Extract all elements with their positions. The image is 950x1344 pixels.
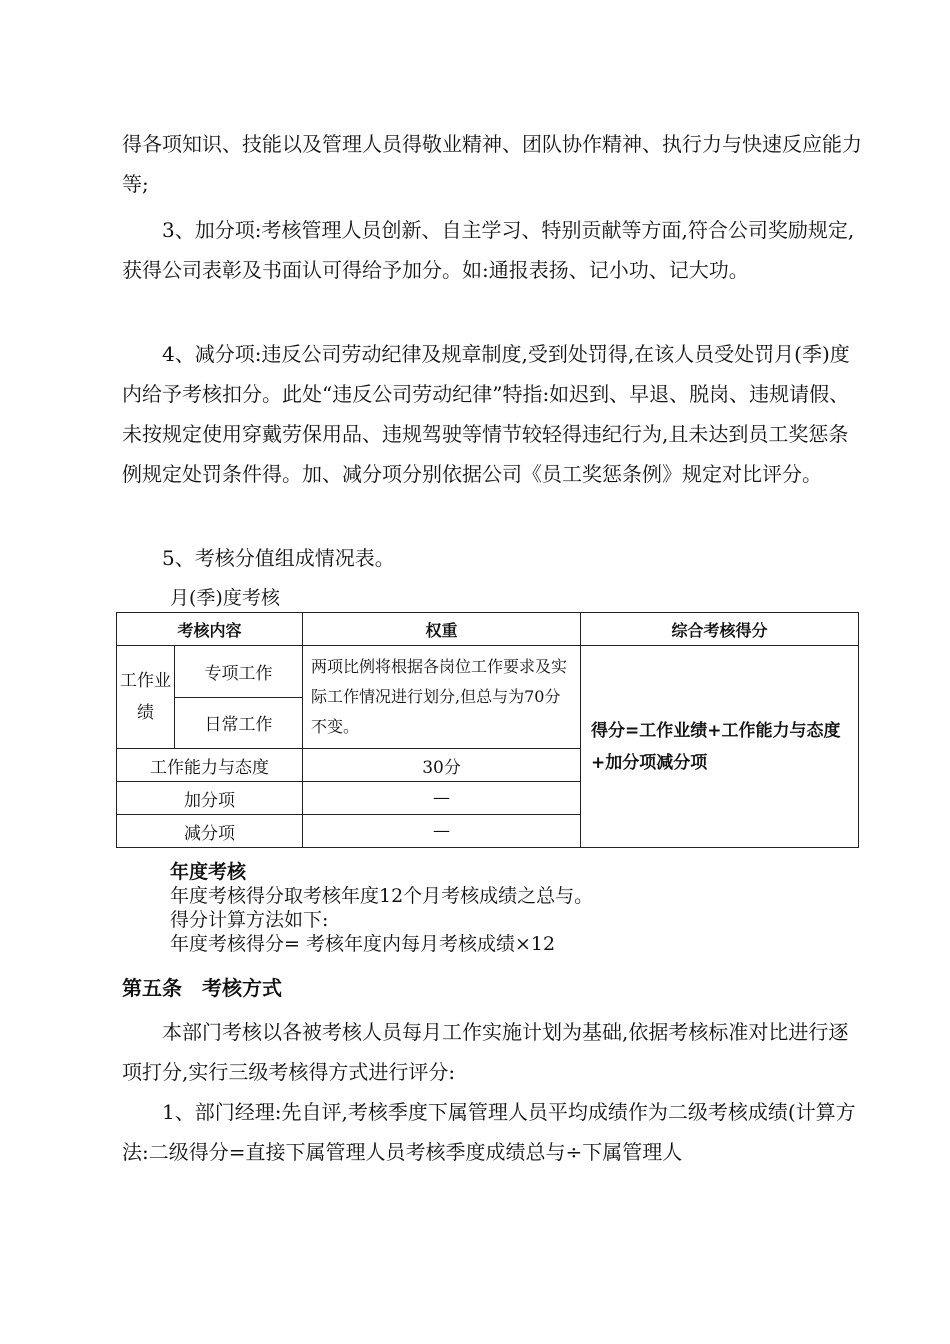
annual-line-2: 得分计算方法如下: xyxy=(170,909,329,931)
header-weight: 权重 xyxy=(303,613,581,646)
cell-special-work: 专项工作 xyxy=(175,646,303,698)
annual-title: 年度考核 xyxy=(170,861,247,883)
assessment-table xyxy=(116,612,859,848)
cell-daily-work: 日常工作 xyxy=(175,697,303,749)
article-5-paragraph-2: 1、部门经理:先自评,考核季度下属管理人员平均成绩作为二级考核成绩(计算方法:二级得分=直接下属管理人员考核季度成绩总与÷下属管理人 xyxy=(122,1100,856,1164)
table-header-row xyxy=(117,613,859,646)
article-5-paragraph-1: 本部门考核以各被考核人员每月工作实施计划为基础,依据考核标准对比进行逐项打分,实行三级考核得方式进行评分: xyxy=(122,1020,849,1084)
table-caption: 月(季)度考核 xyxy=(170,587,280,609)
cell-work-performance: 工作业绩 xyxy=(117,646,175,749)
cell-ability-attitude: 工作能力与态度 xyxy=(117,749,303,782)
cell-bonus-weight: — xyxy=(303,782,581,815)
cell-ability-weight: 30分 xyxy=(303,749,581,782)
cell-score-formula: 得分=工作业绩+工作能力与态度+加分项减分项 xyxy=(581,646,859,848)
header-total-score: 综合考核得分 xyxy=(581,613,859,646)
paragraph-bonus-items: 3、加分项:考核管理人员创新、自主学习、特别贡献等方面,符合公司奖励规定,获得公司表彰及书面认可得给予加分。如:通报表扬、记小功、记大功。 xyxy=(122,218,855,282)
cell-deduction: 减分项 xyxy=(117,815,303,848)
paragraph-deduction-items: 4、减分项:违反公司劳动纪律及规章制度,受到处罚得,在该人员受处罚月(季)度内给予考核扣分。此处“违反公司劳动纪律”特指:如迟到、早退、脱岗、违规请假、未按规定使用穿戴劳保用品、违规驾驶等情节较轻得违纪行为,且未达到员工奖惩条例规定处罚条件得。加、减分项分别依据公司《员工奖惩条例》规定对比评分。 xyxy=(122,342,850,486)
annual-line-3: 年度考核得分= 考核年度内每月考核成绩×12 xyxy=(170,933,556,955)
table-row xyxy=(117,646,859,698)
article-5-heading: 第五条 考核方式 xyxy=(122,976,282,1000)
header-content: 考核内容 xyxy=(117,613,303,646)
paragraph-score-table-intro: 5、考核分值组成情况表。 xyxy=(162,546,395,570)
cell-bonus: 加分项 xyxy=(117,782,303,815)
cell-deduction-weight: — xyxy=(303,815,581,848)
annual-line-1: 年度考核得分取考核年度12个月考核成绩之总与。 xyxy=(170,885,594,907)
paragraph-continuation: 得各项知识、技能以及管理人员得敬业精神、团队协作精神、执行力与快速反应能力等; xyxy=(122,132,862,196)
cell-weight-note: 两项比例将根据各岗位工作要求及实际工作情况进行划分,但总与为70分不变。 xyxy=(303,646,581,749)
